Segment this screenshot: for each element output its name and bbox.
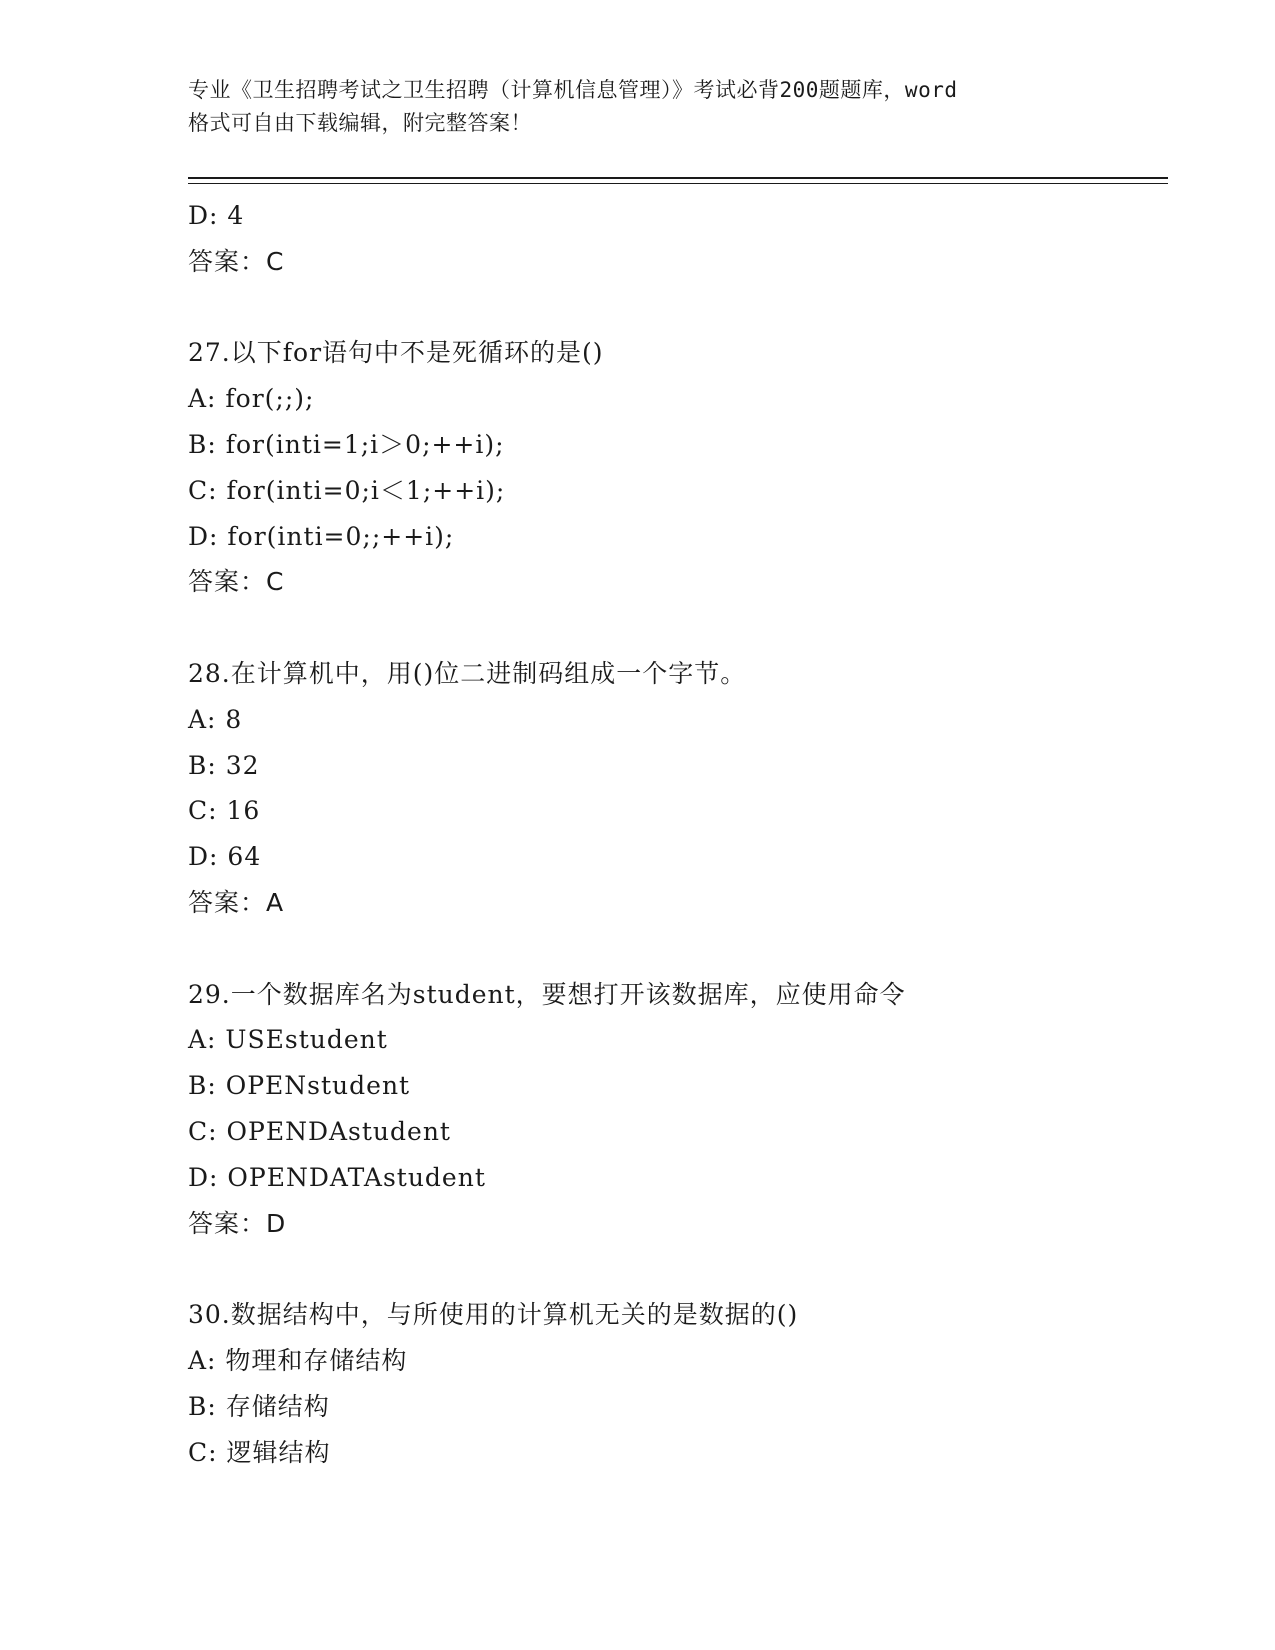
header-divider-thick: [188, 177, 1168, 179]
question-28-option-c: C: 16: [188, 796, 261, 826]
question-30-option-b: B: 存储结构: [188, 1391, 330, 1421]
header-divider-thin: [188, 183, 1168, 184]
question-29-option-b: B: OPENstudent: [188, 1071, 411, 1101]
header-title-line-2: 格式可自由下载编辑，附完整答案！: [188, 111, 532, 135]
question-27-option-c: C: for(inti=0;i＜1;++i);: [188, 475, 506, 505]
question-28-answer: 答案：A: [188, 887, 285, 917]
header-title-line-1: 专业《卫生招聘考试之卫生招聘（计算机信息管理）》考试必背200题题库，word: [188, 78, 958, 102]
question-28-stem: 28.在计算机中，用()位二进制码组成一个字节。: [188, 658, 747, 688]
question-29-option-c: C: OPENDAstudent: [188, 1116, 451, 1146]
spacer: [188, 1246, 1168, 1292]
question-29-answer: 答案：D: [188, 1208, 287, 1238]
question-28-option-b: B: 32: [188, 750, 260, 780]
question-27-option-b: B: for(inti=1;i＞0;++i);: [188, 429, 505, 459]
question-27-stem: 27.以下for语句中不是死循环的是(): [188, 338, 604, 368]
question-27-option-a: A: for(;;);: [188, 384, 315, 414]
question-29-option-d: D: OPENDATAstudent: [188, 1162, 486, 1192]
spacer: [188, 605, 1168, 651]
question-30-stem: 30.数据结构中，与所使用的计算机无关的是数据的(): [188, 1300, 799, 1330]
question-28-option-d: D: 64: [188, 842, 262, 872]
question-29-stem: 29.一个数据库名为student，要想打开该数据库，应使用命令: [188, 979, 906, 1009]
spacer: [188, 926, 1168, 972]
document-header: [188, 74, 1088, 140]
prev-question-option-d: D: 4: [188, 201, 245, 230]
question-30-option-a: A: 物理和存储结构: [188, 1345, 408, 1375]
question-30-option-c: C: 逻辑结构: [188, 1437, 331, 1467]
question-28-option-a: A: 8: [188, 704, 243, 734]
spacer: [188, 285, 1168, 331]
prev-question-answer: 答案：C: [188, 246, 285, 276]
question-27-option-d: D: for(inti=0;;++i);: [188, 521, 455, 551]
question-27-answer: 答案：C: [188, 567, 285, 597]
question-29-option-a: A: USEstudent: [188, 1025, 388, 1055]
question-list: [188, 193, 1168, 1475]
